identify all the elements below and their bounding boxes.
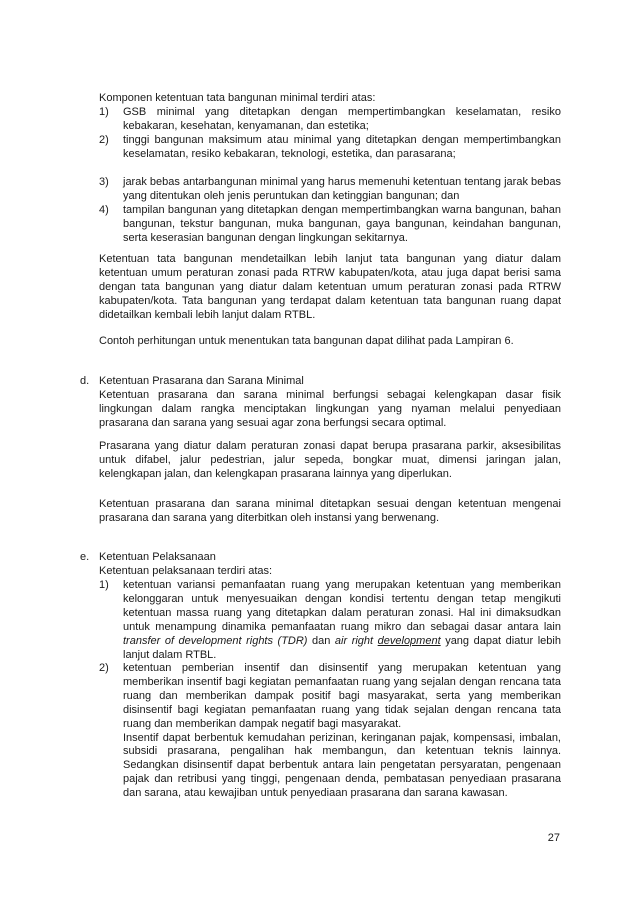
- list-number: 2): [99, 662, 109, 674]
- list-item: [99, 134, 561, 162]
- list-item: [99, 662, 561, 801]
- list-text: jarak bebas antarbangunan minimal yang harus memenuhi ketentuan tentang jarak bebas yang ditentukan oleh jenis peruntukan dan ketinggian bangunan; dan: [123, 176, 561, 202]
- list-number: 2): [99, 134, 109, 146]
- italic-term: transfer of development rights (TDR): [123, 634, 308, 647]
- list-text: tinggi bangunan maksimum atau minimal yang ditetapkan dengan mempertimbangkan keselamatan, resiko kebakaran, teknologi, estetika, dan parasarana;: [123, 134, 561, 160]
- section-d-paragraph: Prasarana yang diatur dalam peraturan zonasi dapat berupa prasarana parkir, aksesibilitas untuk difabel, jalur pedestrian, jalur sepeda, bongkar muat, dimensi jaringan jalan, kelengkapan jalan, dan kelengkapan prasarana lainnya yang diperlukan.: [99, 440, 561, 480]
- list-number: 1): [99, 106, 109, 118]
- section-c-intro: Komponen ketentuan tata bangunan minimal terdiri atas:: [99, 92, 376, 104]
- list-item: [99, 204, 561, 246]
- list-item: [99, 106, 561, 134]
- page-number: 27: [547, 832, 560, 844]
- section-e-title: Ketentuan Pelaksanaan: [99, 551, 216, 563]
- list-number: 1): [99, 579, 109, 591]
- italic-term: air right: [334, 634, 374, 647]
- list-item: [99, 176, 561, 204]
- section-d-letter: d.: [80, 375, 90, 387]
- list-number: 3): [99, 176, 109, 188]
- list-text-part: yang dapat diatur lebih lanjut dalam RTBL.: [123, 634, 561, 661]
- list-text-part: ketentuan variansi pemanfaatan ruang yang merupakan ketentuan yang memberikan kelonggaran untuk menyesuaikan dengan kondisi tertentu dengan tetap mengikuti ketentuan massa ruang yang ditetapkan dalam peraturan zonasi. Hal ini dimaksudkan untuk menampung dinamika pemanfaatan ruang mikro dan sebagai dasar antara lain: [123, 579, 561, 633]
- list-number: 4): [99, 204, 109, 216]
- section-e-letter: e.: [80, 551, 90, 563]
- section-e-intro: Ketentuan pelaksanaan terdiri atas:: [99, 565, 273, 577]
- list-item: [99, 579, 561, 662]
- section-d-paragraph: Ketentuan prasarana dan sarana minimal ditetapkan sesuai dengan ketentuan mengenai prasarana dan sarana yang diterbitkan oleh instansi yang berwenang.: [99, 498, 561, 524]
- section-d-title: Ketentuan Prasarana dan Sarana Minimal: [99, 375, 304, 387]
- list-text-part: dan: [312, 634, 331, 647]
- list-text: tampilan bangunan yang ditetapkan dengan mempertimbangkan warna bangunan, bahan bangunan, tekstur bangunan, muka bangunan, gaya bangunan, keindahan bangunan, serta keserasian bangunan dengan lingkungan sekitarnya.: [123, 204, 561, 244]
- list-text: GSB minimal yang ditetapkan dengan mempertimbangkan keselamatan, resiko kebakaran, kesehatan, kenyamanan, dan estetika;: [123, 106, 561, 132]
- italic-term: development: [377, 634, 441, 647]
- list-text: Insentif dapat berbentuk kemudahan perizinan, keringanan pajak, kompensasi, imbalan, subsidi prasarana, pengalihan hak membangun, dan ketentuan teknis lainnya. Sedangkan disinsentif dapat berbentuk antara lain pengetatan persyaratan, pengenaan pajak dan retribusi yang tinggi, pengenaan denda, pembatasan penyediaan prasarana dan sarana, atau kewajiban untuk penyediaan prasarana dan sarana kawasan.: [123, 731, 561, 800]
- list-text: ketentuan pemberian insentif dan disinsentif yang merupakan ketentuan yang memberikan insentif bagi kegiatan pemanfaatan ruang yang sejalan dengan rencana tata ruang dan memberikan dampak positif bagi masyarakat, serta yang memberikan disinsentif bagi kegiatan pemanfaatan ruang yang tidak sejalan dengan rencana tata ruang dan memberikan dampak negatif bagi masyarakat.: [123, 662, 561, 730]
- section-c-paragraph: Ketentuan tata bangunan mendetailkan lebih lanjut tata bangunan yang diatur dalam ketentuan umum peraturan zonasi pada RTRW kabupaten/kota, atau juga dapat berisi sama dengan tata bangunan yang diatur dalam ketentuan umum peraturan zonasi pada RTRW kabupaten/kota. Tata bangunan yang terdapat dalam ketentuan tata bangunan ruang dapat didetailkan kembali lebih lanjut dalam RTBL.: [99, 253, 561, 321]
- section-c-reference: Contoh perhitungan untuk menentukan tata bangunan dapat dilihat pada Lampiran 6.: [99, 335, 514, 347]
- section-d-paragraph: Ketentuan prasarana dan sarana minimal berfungsi sebagai kelengkapan dasar fisik lingkungan dalam rangka menciptakan lingkungan yang nyaman melalui penyediaan prasarana dan sarana yang sesuai agar zona berfungsi secara optimal.: [99, 389, 561, 429]
- list-text: [123, 579, 561, 662]
